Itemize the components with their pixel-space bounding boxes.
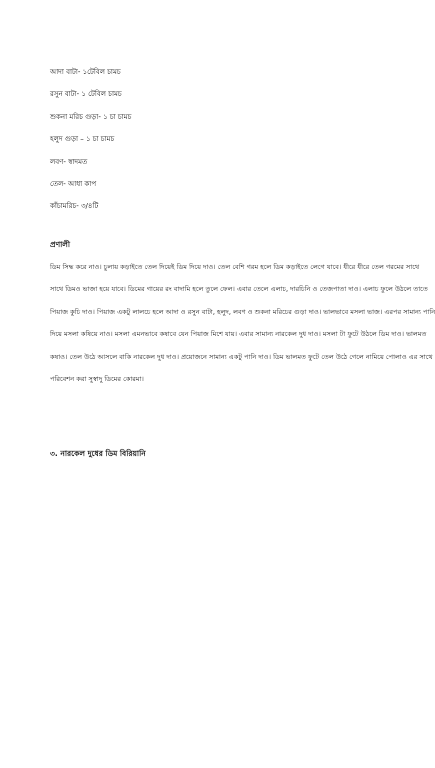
- method-line: দিয়ে মসলা কষিয়ে নাও। মসলা এমনভাবে কষাবে যেন পিয়াজ মিশে যায়। এবার সামান্য নারকেল দুধ দাও। মসলা টা ফুটে উঠলে ডিম দাও। ভালমত: [50, 330, 427, 339]
- ingredient-ginger: আদা বাটা- ১টেবিল চামচ: [50, 68, 121, 76]
- ingredient-salt: লবণ- স্বাদমত: [50, 157, 88, 166]
- method-line: ডিম সিদ্ধ করে নাও। চুলায় কড়াইতে তেল দিয়েই ডিম দিয়ে দাও। তেল বেশি গরম হলে ডিম কড়াইতে লেগে যাবে। ধীরে ধীরে তেল গরমের সাথে: [50, 263, 420, 271]
- ingredient-list: [50, 68, 390, 225]
- ingredient-green-chili: কাঁচামরিচ- ৩/৪টি: [50, 202, 99, 211]
- method-paragraph: [50, 263, 435, 397]
- ingredient-oil: তেল- আধা কাপ: [50, 179, 97, 188]
- method-line: পিয়াজ কুচি দাও। পিয়াজ একটু লালচে হলে আদা ও রসুন বাটা, হলুদ, লবণ ও শুকনা মরিচের গুড়া দাও। ভালভাবে মসলা ভাজ। এরপর সামান্য পানি: [50, 307, 435, 316]
- ingredient-chili-powder: শুকনা মরিচ গুড়া- ১ চা চামচ: [50, 112, 132, 121]
- ingredient-garlic: রসুন বাটা- ১ টেবিল চামচ: [50, 90, 122, 99]
- method-line: পরিবেশন করা সুস্বাদু ডিমের কোরমা।: [50, 374, 144, 383]
- next-recipe-heading: ৩. নারকেল দুধের ডিম বিরিয়ানি: [50, 449, 146, 458]
- ingredient-turmeric: হলুদ গুড়া – ১ চা চামচ: [50, 135, 115, 144]
- method-line: কষাও। তেল উঠে আসলে বাকি নারকেল দুধ দাও। প্রয়োজনে সামান্য একটু পানি দাও। ডিম ভালমত ফুটে তেল উঠে গেলে নামিয়ে পোলাও এর সাথে: [50, 352, 433, 361]
- method-heading: প্রণালী: [50, 240, 71, 249]
- method-line: সাথে ডিমও ভাজা হয়ে যাবে। ডিমের গায়ের রং বাদামি হলে তুলে ফেল। এবার তেলে এলাচ, দারচিনি ও তেজপাতা দাও। এলাচ ফুলে উঠলে তাতে: [50, 285, 428, 294]
